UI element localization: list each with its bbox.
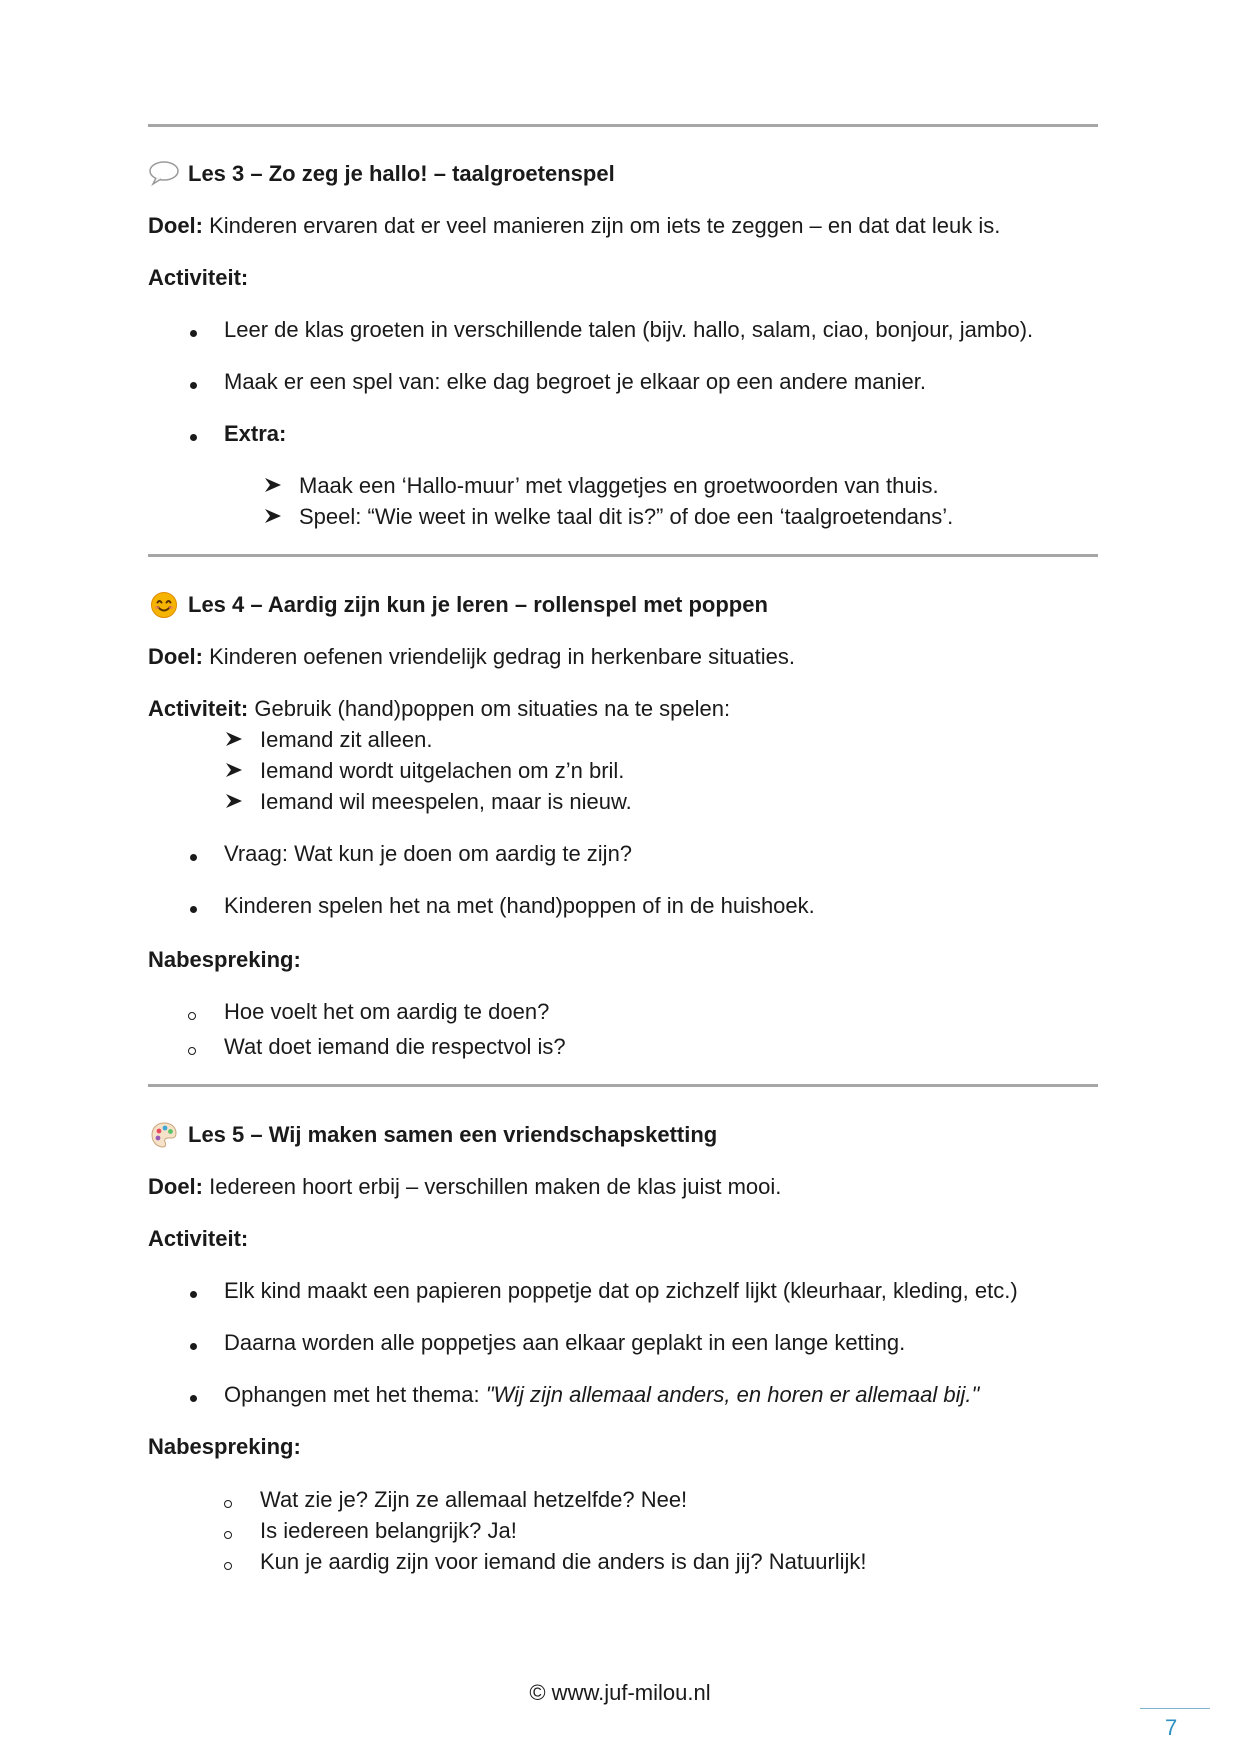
list-item: Speel: “Wie weet in welke taal dit is?” of doe een ‘taalgroetendans’. xyxy=(299,504,954,529)
bullet xyxy=(190,906,197,913)
lesson-5-goal xyxy=(148,1173,781,1201)
activity-label: Activiteit: xyxy=(148,1226,249,1251)
arrow-bullet-icon xyxy=(224,761,244,779)
list-item: Elk kind maakt een papieren poppetje dat op zichzelf lijkt (kleurhaar, kleding, etc.) xyxy=(224,1278,1018,1303)
list-item: Iemand wil meespelen, maar is nieuw. xyxy=(260,789,632,814)
arrow-bullet-icon xyxy=(263,476,283,494)
activity-label: Activiteit: xyxy=(148,265,249,290)
goal-label: Doel: xyxy=(148,644,203,669)
goal-label: Doel: xyxy=(148,1174,203,1199)
footer-copyright: © www.juf-milou.nl xyxy=(529,1680,711,1705)
bullet xyxy=(190,1343,197,1350)
theme-quote: "Wij zijn allemaal anders, en horen er allemaal bij." xyxy=(485,1382,980,1407)
activity-label: Activiteit: xyxy=(148,696,249,721)
list-item: Maak een ‘Hallo-muur’ met vlaggetjes en groetwoorden van thuis. xyxy=(299,473,939,498)
bullet xyxy=(190,434,197,441)
circle-bullet xyxy=(224,1531,232,1539)
section-divider xyxy=(148,554,1098,557)
list-item: Leer de klas groeten in verschillende talen (bijv. hallo, salam, ciao, bonjour, jambo). xyxy=(224,317,1034,342)
arrow-bullet-icon xyxy=(224,792,244,810)
lesson-4-goal xyxy=(148,643,795,671)
goal-text: Iedereen hoort erbij – verschillen maken de klas juist mooi. xyxy=(203,1174,782,1199)
section-divider xyxy=(148,124,1098,127)
debrief-label: Nabespreking: xyxy=(148,1434,301,1459)
list-item: Wat zie je? Zijn ze allemaal hetzelfde? Nee! xyxy=(260,1487,688,1512)
goal-text: Kinderen oefenen vriendelijk gedrag in herkenbare situaties. xyxy=(203,644,795,669)
circle-bullet xyxy=(224,1500,232,1508)
speech-bubble-icon xyxy=(148,160,180,186)
page-number: 7 xyxy=(1165,1715,1178,1740)
circle-bullet xyxy=(224,1562,232,1570)
circle-bullet xyxy=(188,1047,196,1055)
lesson-3-goal xyxy=(148,212,1000,240)
list-item: Kinderen spelen het na met (hand)poppen of in de huishoek. xyxy=(224,893,815,918)
smiling-face-icon xyxy=(150,591,178,619)
bullet xyxy=(190,854,197,861)
goal-text: Kinderen ervaren dat er veel manieren zijn om iets te zeggen – en dat dat leuk is. xyxy=(203,213,1001,238)
section-divider xyxy=(148,1084,1098,1087)
lesson-4-title: Les 4 – Aardig zijn kun je leren – rollenspel met poppen xyxy=(188,592,768,617)
theme-prefix: Ophangen met het thema: xyxy=(224,1382,486,1407)
list-item: Wat doet iemand die respectvol is? xyxy=(224,1034,566,1059)
bullet xyxy=(190,1291,197,1298)
goal-label: Doel: xyxy=(148,213,203,238)
activity-text: Gebruik (hand)poppen om situaties na te spelen: xyxy=(248,696,731,721)
list-item: Is iedereen belangrijk? Ja! xyxy=(260,1518,517,1543)
page-number-rule xyxy=(1140,1708,1210,1709)
arrow-bullet-icon xyxy=(224,730,244,748)
extra-label: Extra: xyxy=(224,421,287,446)
palette-icon xyxy=(150,1121,178,1149)
list-item xyxy=(224,1381,979,1409)
list-item: Iemand zit alleen. xyxy=(260,727,433,752)
list-item: Hoe voelt het om aardig te doen? xyxy=(224,999,550,1024)
list-item: Kun je aardig zijn voor iemand die anders is dan jij? Natuurlijk! xyxy=(260,1549,867,1574)
list-item: Daarna worden alle poppetjes aan elkaar geplakt in een lange ketting. xyxy=(224,1330,906,1355)
circle-bullet xyxy=(188,1012,196,1020)
lesson-3-title: Les 3 – Zo zeg je hallo! – taalgroetenspel xyxy=(188,161,615,186)
debrief-label: Nabespreking: xyxy=(148,947,301,972)
list-item: Maak er een spel van: elke dag begroet je elkaar op een andere manier. xyxy=(224,369,927,394)
arrow-bullet-icon xyxy=(263,507,283,525)
bullet xyxy=(190,1395,197,1402)
lesson-5-title: Les 5 – Wij maken samen een vriendschapsketting xyxy=(188,1122,718,1147)
lesson-4-activity xyxy=(148,695,730,723)
bullet xyxy=(190,382,197,389)
list-item: Iemand wordt uitgelachen om z’n bril. xyxy=(260,758,625,783)
bullet xyxy=(190,330,197,337)
list-item: Vraag: Wat kun je doen om aardig te zijn? xyxy=(224,841,633,866)
